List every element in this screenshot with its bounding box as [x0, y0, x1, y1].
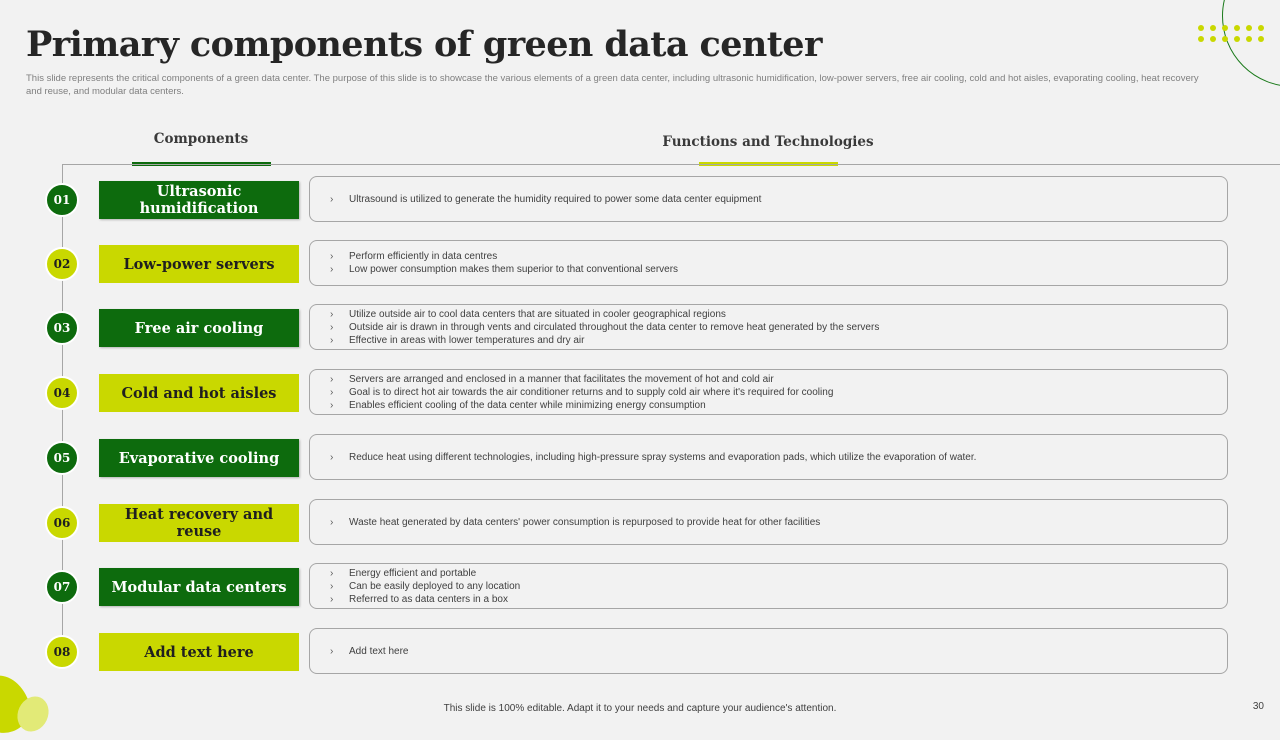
component-label: Ultrasonic humidification [99, 181, 299, 219]
decorative-dots [1198, 25, 1274, 49]
bullet-text: Referred to as data centers in a box [349, 593, 508, 605]
chevron-right-icon: › [330, 193, 334, 205]
function-description-box [309, 369, 1228, 415]
function-description-box [309, 240, 1228, 286]
component-label: Modular data centers [99, 568, 299, 606]
bullet-text: Reduce heat using different technologies, including high-pressure spray systems and evaporation pads, which utilize the evaporation of water. [349, 451, 977, 463]
component-label: Evaporative cooling [99, 439, 299, 477]
chevron-right-icon: › [330, 373, 334, 385]
step-number-badge: 05 [45, 441, 79, 475]
functions-header: Functions and Technologies [662, 134, 874, 150]
component-label: Low-power servers [99, 245, 299, 283]
description-bullet [330, 308, 1227, 321]
component-label: Heat recovery and reuse [99, 504, 299, 542]
chevron-right-icon: › [330, 399, 334, 411]
bullet-text: Add text here [349, 645, 409, 657]
function-description-box [309, 499, 1228, 545]
component-row [0, 369, 1280, 417]
step-number-badge: 08 [45, 635, 79, 669]
bullet-text: Low power consumption makes them superior to that conventional servers [349, 264, 679, 275]
chevron-right-icon: › [330, 321, 334, 333]
function-description-box [309, 628, 1228, 674]
description-bullet [330, 250, 1227, 263]
bullet-text: Effective in areas with lower temperatures and dry air [349, 334, 585, 346]
component-row [0, 240, 1280, 288]
description-bullet [330, 334, 1227, 347]
component-row [0, 434, 1280, 482]
description-bullet [330, 321, 1227, 334]
bullet-text: Servers are arranged and enclosed in a manner that facilitates the movement of hot and cold air [349, 373, 774, 385]
description-bullet [330, 580, 1227, 593]
step-number-badge: 02 [45, 247, 79, 281]
description-bullet [330, 567, 1227, 580]
slide-title: Primary components of green data center [26, 24, 822, 65]
component-label: Cold and hot aisles [99, 374, 299, 412]
step-number-badge: 06 [45, 506, 79, 540]
chevron-right-icon: › [330, 251, 334, 262]
component-row [0, 628, 1280, 676]
chevron-right-icon: › [330, 308, 334, 320]
bullet-text: Goal is to direct hot air towards the air conditioner returns and to supply cold air where it's required for cooling [349, 386, 834, 398]
chevron-right-icon: › [330, 386, 334, 398]
chevron-right-icon: › [330, 451, 334, 463]
chevron-right-icon: › [330, 567, 334, 579]
header-divider [62, 164, 1280, 165]
bullet-text: Energy efficient and portable [349, 567, 477, 579]
footer-note: This slide is 100% editable. Adapt it to your needs and capture your audience's attention. [443, 703, 837, 714]
component-label: Add text here [99, 633, 299, 671]
bullet-text: Can be easily deployed to any location [349, 580, 521, 592]
function-description-box [309, 176, 1228, 222]
step-number-badge: 03 [45, 311, 79, 345]
chevron-right-icon: › [330, 516, 334, 528]
description-bullet [330, 593, 1227, 606]
description-bullet [330, 399, 1227, 412]
component-row [0, 563, 1280, 611]
bullet-text: Utilize outside air to cool data centers that are situated in cooler geographical regions [349, 308, 726, 320]
description-bullet [330, 451, 1227, 464]
components-header: Components [153, 131, 249, 147]
bullet-text: Ultrasound is utilized to generate the humidity required to power some data center equipment [349, 193, 762, 205]
chevron-right-icon: › [330, 334, 334, 346]
description-bullet [330, 386, 1227, 399]
chevron-right-icon: › [330, 593, 334, 605]
component-row [0, 304, 1280, 352]
description-bullet [330, 516, 1227, 529]
bullet-text: Perform efficiently in data centres [349, 251, 498, 262]
slide-subtitle: This slide represents the critical components of a green data center. The purpose of this slide is to showcase the various elements of a green data center, including ultrasonic humidification, low-power servers, free air cooling, cold and hot aisles, evaporating cooling, heat recovery and reuse, and modular data centers. [26, 73, 1199, 97]
bullet-text: Waste heat generated by data centers' power consumption is repurposed to provide heat for other facilities [349, 516, 821, 528]
step-number-badge: 04 [45, 376, 79, 410]
chevron-right-icon: › [330, 580, 334, 592]
description-bullet [330, 645, 1227, 658]
component-label: Free air cooling [99, 309, 299, 347]
description-bullet [330, 263, 1227, 276]
component-row [0, 176, 1280, 224]
chevron-right-icon: › [330, 264, 334, 275]
chevron-right-icon: › [330, 645, 334, 657]
description-bullet [330, 193, 1227, 206]
bullet-text: Outside air is drawn in through vents and circulated throughout the data center to remove heat generated by the servers [349, 321, 880, 333]
page-number: 30 [1252, 701, 1264, 712]
function-description-box [309, 304, 1228, 350]
function-description-box [309, 434, 1228, 480]
step-number-badge: 01 [45, 183, 79, 217]
bullet-text: Enables efficient cooling of the data center while minimizing energy consumption [349, 399, 706, 411]
component-row [0, 499, 1280, 547]
function-description-box [309, 563, 1228, 609]
step-number-badge: 07 [45, 570, 79, 604]
description-bullet [330, 373, 1227, 386]
